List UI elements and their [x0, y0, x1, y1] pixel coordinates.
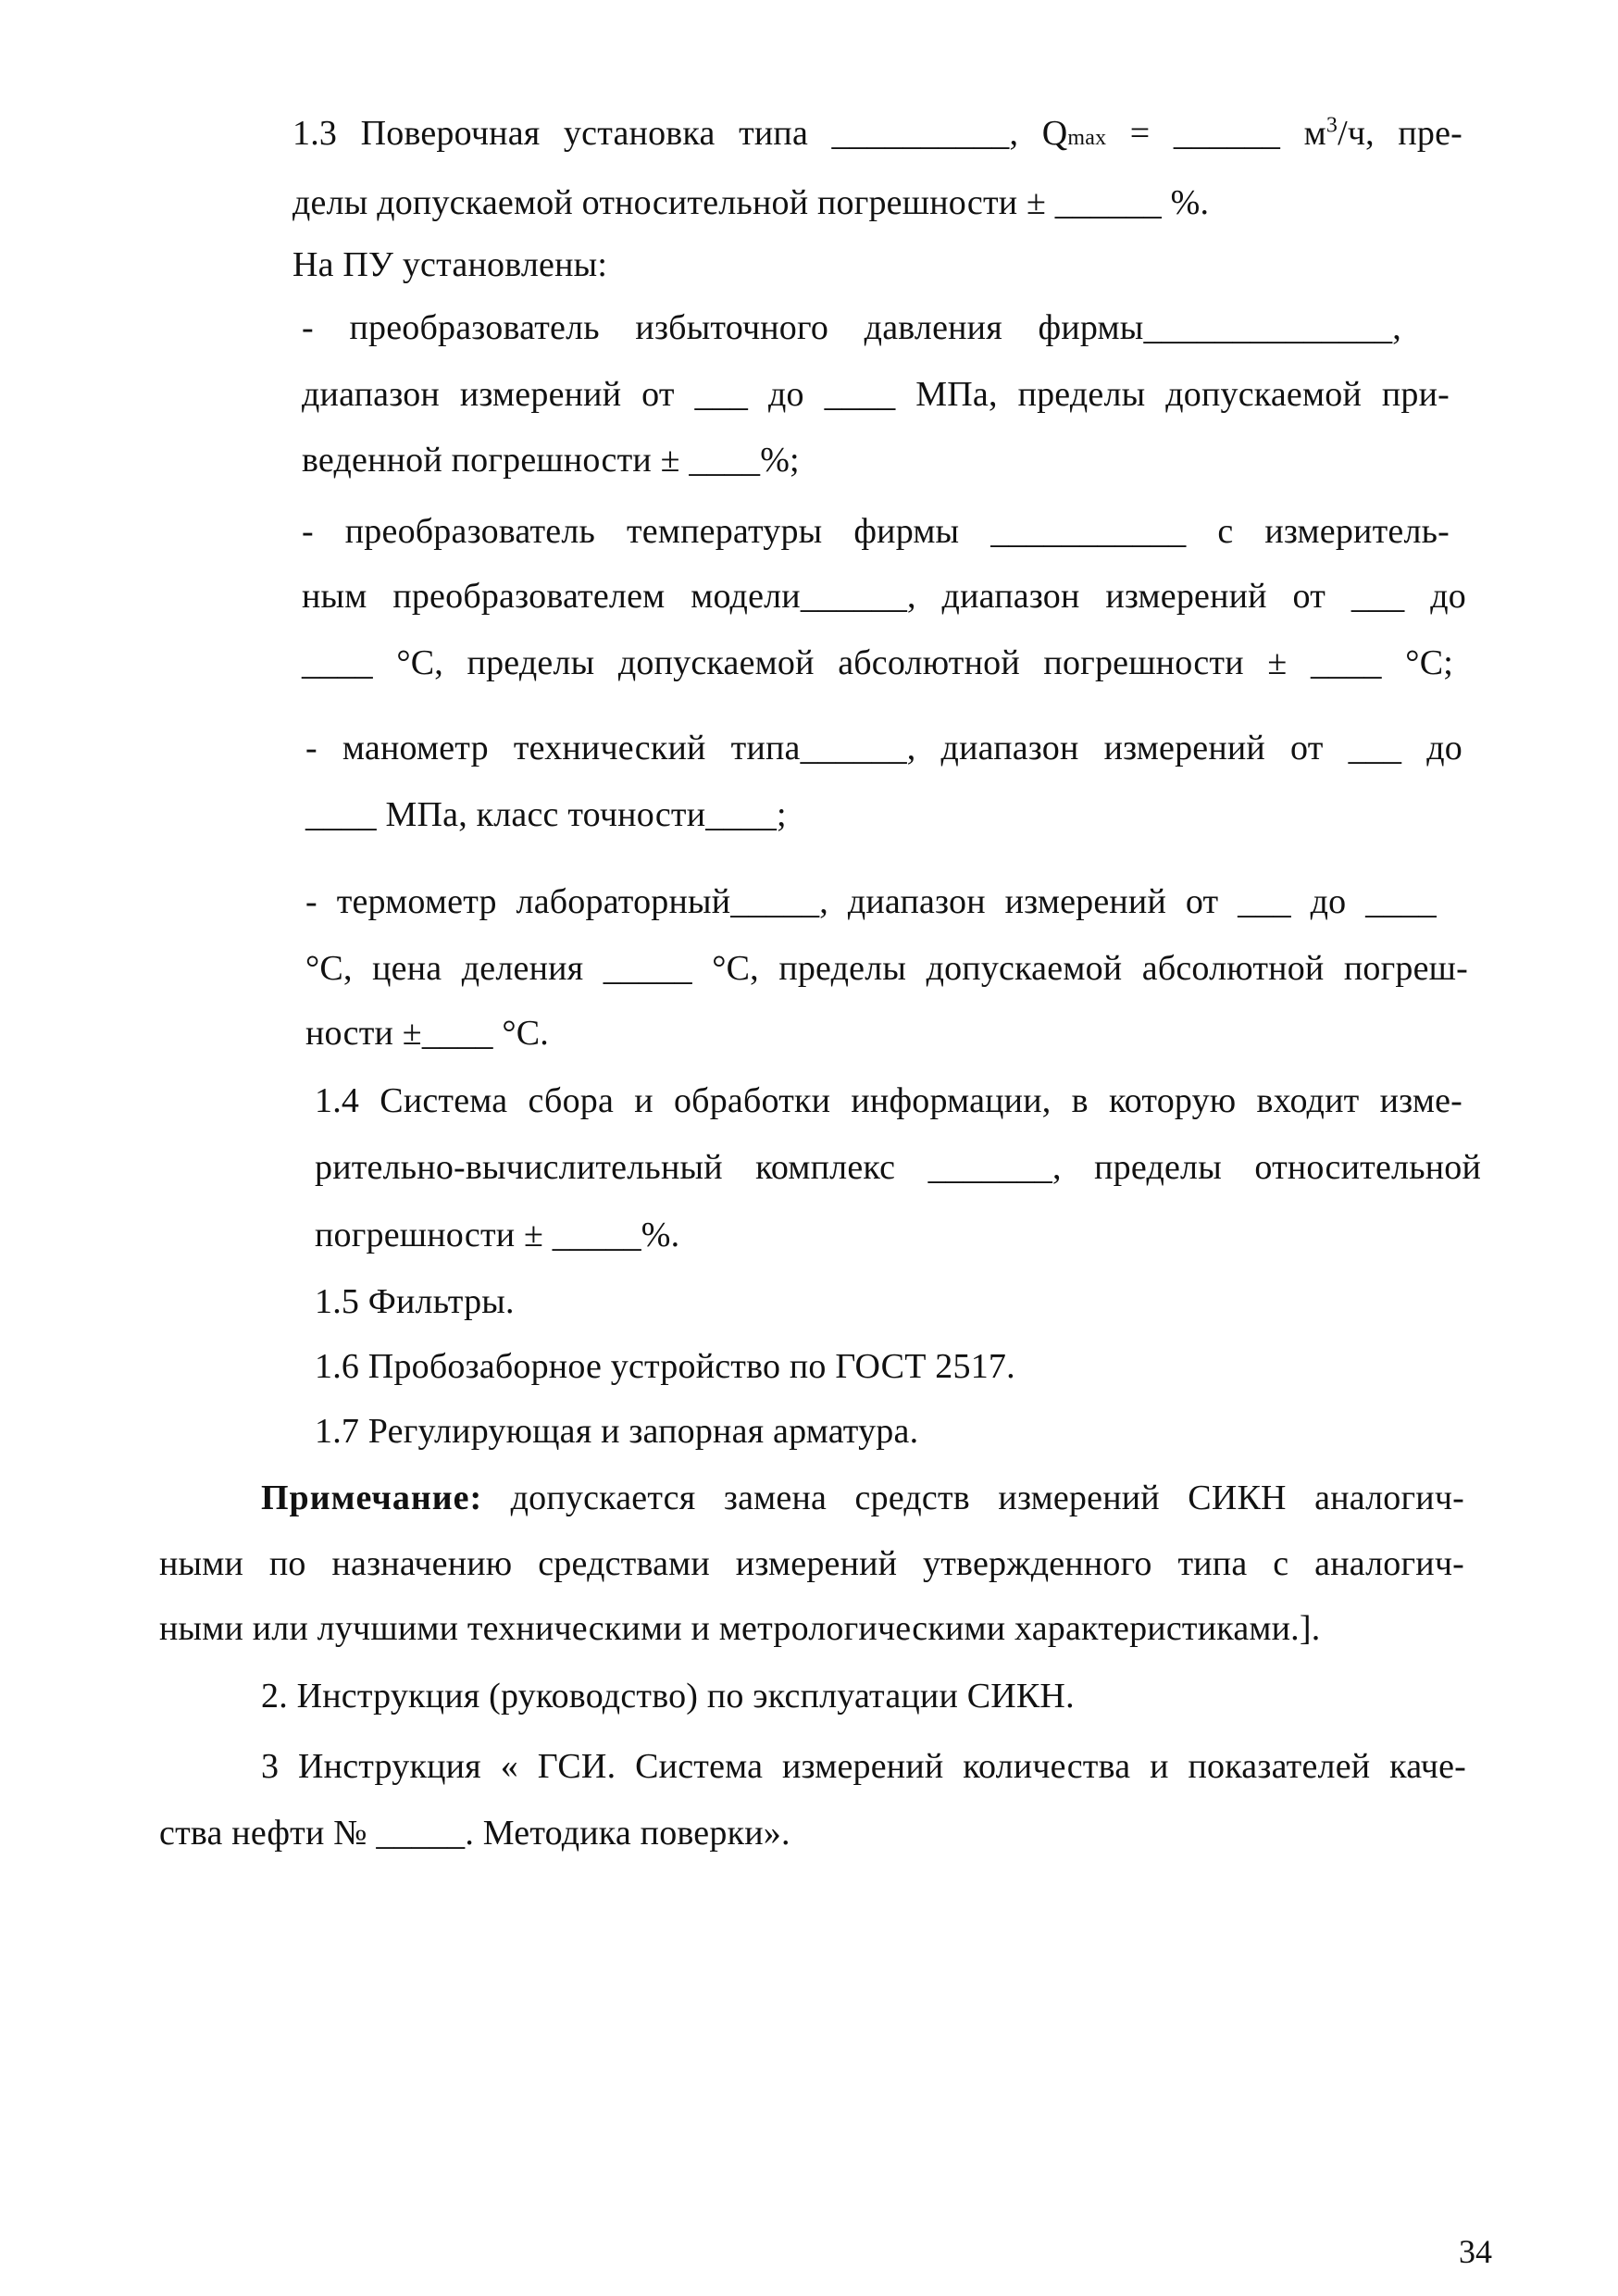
text-line: 1.7 Регулирующая и запорная арматура. — [315, 1412, 919, 1451]
text-line: - преобразователь температуры фирмы ___________ с измеритель- — [302, 512, 1450, 551]
text-line: ными или лучшими техническими и метрологическими характеристиками.]. — [159, 1609, 1321, 1648]
text-line: диапазон измерений от ___ до ____ МПа, пределы допускаемой при- — [302, 375, 1450, 414]
text-line: ____ МПа, класс точности____; — [305, 795, 787, 834]
text-line: 3 Инструкция « ГСИ. Система измерений количества и показателей каче- — [261, 1747, 1466, 1786]
text-line: веденной погрешности ± ____%; — [302, 441, 800, 480]
superscript-3: 3 — [1326, 113, 1338, 138]
text-line: На ПУ установлены: — [292, 245, 608, 284]
text-line: рительно-вычислительный комплекс _______, пределы относительной — [315, 1148, 1481, 1187]
text-line: ства нефти № _____. Методика поверки». — [159, 1814, 790, 1853]
note-label: Примечание: — [261, 1479, 483, 1517]
text-line: - термометр лабораторный_____, диапазон измерений от ___ до ____ — [305, 882, 1437, 921]
text-line: 1.3 Поверочная установка типа __________, Qmax = ______ $м^3/ч$, пре- — [292, 113, 1462, 153]
text-line: погрешности ± _____%. — [315, 1216, 680, 1254]
text-line: 1.4 Система сбора и обработки информации, в которую входит изме- — [315, 1081, 1462, 1120]
page-number: 34 — [1459, 2233, 1492, 2270]
text-line: - преобразователь избыточного давления фирмы______________, — [302, 308, 1401, 347]
text-line: ными по назначению средствами измерений утвержденного типа с аналогич- — [159, 1544, 1464, 1583]
text-line: ным преобразователем модели______, диапазон измерений от ___ до — [302, 577, 1466, 616]
text-line: 1.6 Пробозаборное устройство по ГОСТ 2517. — [315, 1347, 1015, 1386]
text-line: - манометр технический типа______, диапазон измерений от ___ до — [305, 729, 1462, 767]
text-line: 2. Инструкция (руководство) по эксплуатации СИКН. — [261, 1677, 1075, 1716]
text-line: °С, цена деления _____ °С, пределы допускаемой абсолютной погреш- — [305, 949, 1468, 988]
text-line: ности ±____ °С. — [305, 1014, 549, 1053]
text-line: Примечание: допускается замена средств измерений СИКН аналогич- — [261, 1479, 1464, 1517]
text-line: ____ °С, пределы допускаемой абсолютной погрешности ± ____ °С; — [302, 643, 1453, 682]
subscript-max: max — [1067, 126, 1107, 150]
text-line: 1.5 Фильтры. — [315, 1282, 515, 1321]
text-line: делы допускаемой относительной погрешности ± ______ %. — [292, 183, 1210, 222]
